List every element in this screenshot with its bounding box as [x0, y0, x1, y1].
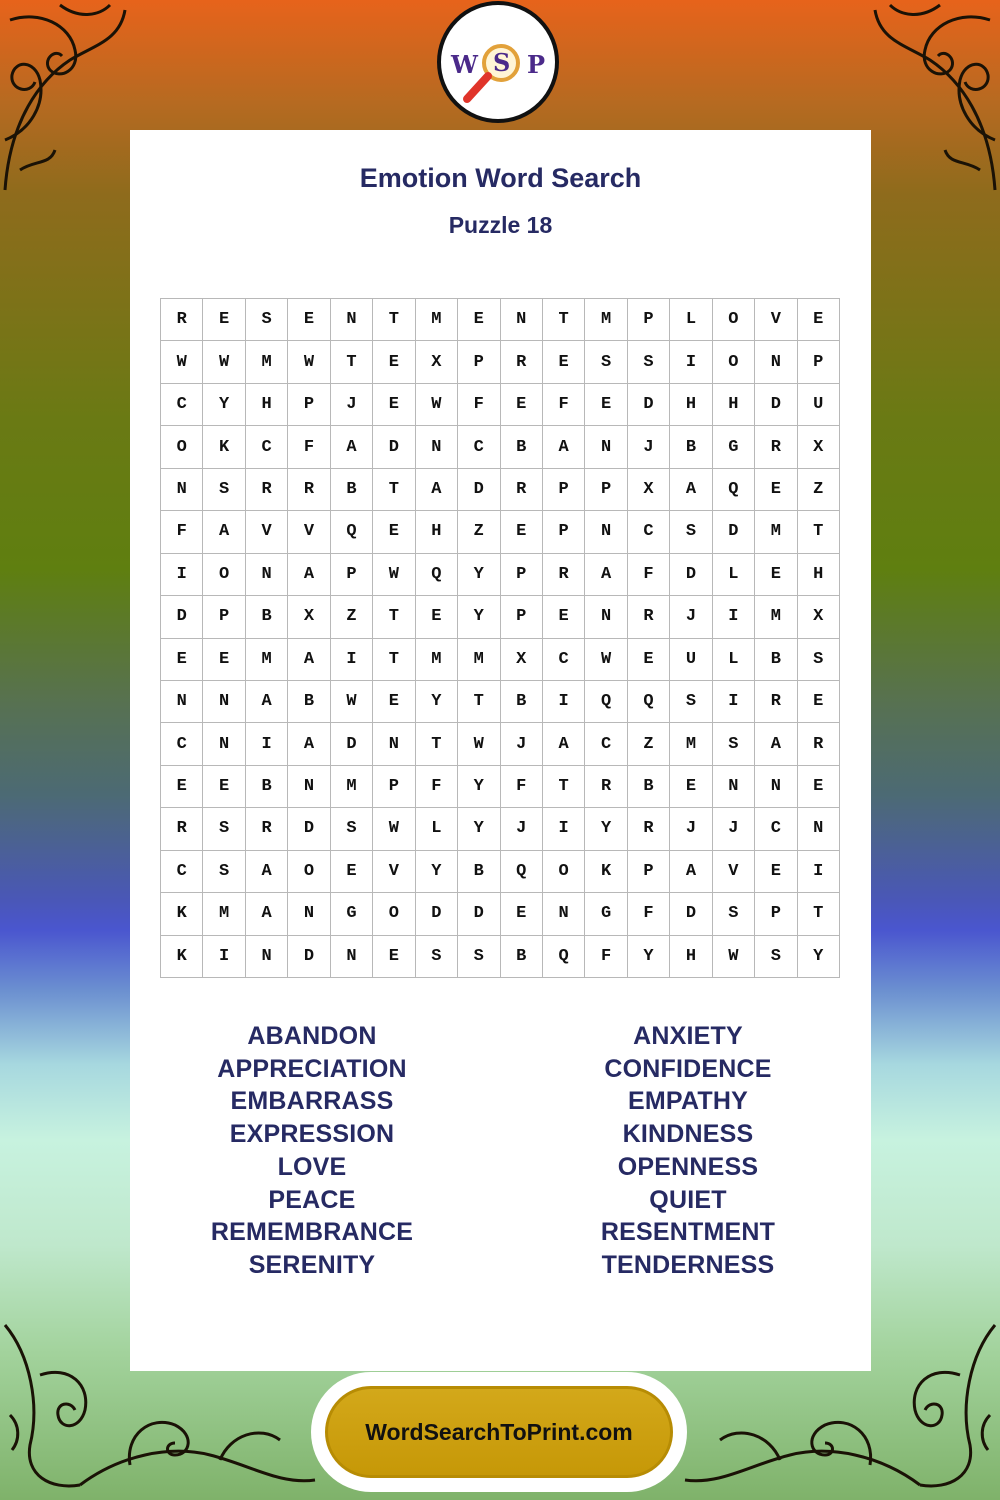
grid-cell[interactable]: X — [416, 341, 458, 383]
grid-cell[interactable]: F — [288, 426, 330, 468]
grid-cell[interactable]: A — [543, 426, 585, 468]
grid-cell[interactable]: C — [161, 384, 203, 426]
grid-cell[interactable]: S — [458, 936, 500, 978]
grid-cell[interactable]: X — [501, 639, 543, 681]
grid-cell[interactable]: W — [585, 639, 627, 681]
grid-cell[interactable]: M — [670, 723, 712, 765]
grid-cell[interactable]: E — [458, 299, 500, 341]
grid-cell[interactable]: O — [203, 554, 245, 596]
grid-cell[interactable]: V — [755, 299, 797, 341]
grid-cell[interactable]: I — [246, 723, 288, 765]
grid-cell[interactable]: N — [331, 936, 373, 978]
grid-cell[interactable]: V — [373, 851, 415, 893]
grid-cell[interactable]: A — [331, 426, 373, 468]
word-list-item: RESENTMENT — [600, 1218, 776, 1247]
grid-cell[interactable]: P — [628, 851, 670, 893]
grid-cell[interactable]: P — [288, 384, 330, 426]
grid-cell[interactable]: P — [203, 596, 245, 638]
grid-cell[interactable]: E — [670, 766, 712, 808]
grid-cell[interactable]: X — [798, 596, 840, 638]
grid-cell[interactable]: Y — [458, 808, 500, 850]
word-list-item: LOVE — [277, 1152, 347, 1181]
grid-cell[interactable]: E — [501, 893, 543, 935]
grid-cell[interactable]: T — [373, 469, 415, 511]
grid-cell[interactable]: Q — [585, 681, 627, 723]
grid-cell[interactable]: N — [585, 596, 627, 638]
grid-cell[interactable]: E — [203, 639, 245, 681]
grid-cell[interactable]: H — [713, 384, 755, 426]
grid-cell[interactable]: W — [373, 554, 415, 596]
grid-cell[interactable]: N — [288, 893, 330, 935]
grid-cell[interactable]: Q — [543, 936, 585, 978]
grid-cell[interactable]: R — [501, 341, 543, 383]
grid-cell[interactable]: W — [331, 681, 373, 723]
grid-cell[interactable]: D — [670, 893, 712, 935]
grid-cell[interactable]: V — [246, 511, 288, 553]
grid-cell[interactable]: R — [246, 808, 288, 850]
grid-cell[interactable]: F — [416, 766, 458, 808]
grid-cell[interactable]: J — [713, 808, 755, 850]
grid-cell[interactable]: B — [246, 766, 288, 808]
grid-cell[interactable]: A — [416, 469, 458, 511]
word-list-item: OPENNESS — [617, 1152, 759, 1181]
word-list-left — [112, 1020, 512, 1282]
grid-cell[interactable]: N — [755, 766, 797, 808]
grid-cell[interactable]: C — [161, 723, 203, 765]
grid-cell[interactable]: G — [331, 893, 373, 935]
grid-cell[interactable]: L — [713, 639, 755, 681]
grid-cell[interactable]: V — [713, 851, 755, 893]
grid-cell[interactable]: L — [713, 554, 755, 596]
grid-cell[interactable]: C — [755, 808, 797, 850]
grid-cell[interactable]: J — [501, 808, 543, 850]
grid-cell[interactable]: H — [246, 384, 288, 426]
grid-cell[interactable]: S — [203, 808, 245, 850]
grid-cell[interactable]: E — [331, 851, 373, 893]
grid-cell[interactable]: E — [798, 681, 840, 723]
grid-cell[interactable]: R — [501, 469, 543, 511]
grid-cell[interactable]: N — [543, 893, 585, 935]
grid-cell[interactable]: X — [798, 426, 840, 468]
word-list-item: TENDERNESS — [601, 1250, 775, 1279]
grid-cell[interactable]: Y — [585, 808, 627, 850]
grid-cell[interactable]: O — [288, 851, 330, 893]
grid-cell[interactable]: E — [755, 554, 797, 596]
grid-cell[interactable]: P — [501, 596, 543, 638]
grid-cell[interactable]: N — [373, 723, 415, 765]
grid-cell[interactable]: E — [755, 469, 797, 511]
grid-cell[interactable]: R — [543, 554, 585, 596]
grid-cell[interactable]: D — [458, 893, 500, 935]
grid-cell[interactable]: E — [798, 766, 840, 808]
grid-cell[interactable]: N — [331, 299, 373, 341]
grid-cell[interactable]: P — [501, 554, 543, 596]
grid-cell[interactable]: V — [288, 511, 330, 553]
grid-cell[interactable]: I — [713, 596, 755, 638]
grid-cell[interactable]: O — [161, 426, 203, 468]
grid-cell[interactable]: D — [161, 596, 203, 638]
grid-cell[interactable]: T — [373, 639, 415, 681]
grid-cell[interactable]: A — [246, 893, 288, 935]
word-list-item: ABANDON — [247, 1022, 377, 1050]
logo-letter-s: S — [493, 48, 511, 77]
grid-cell[interactable]: N — [713, 766, 755, 808]
grid-cell[interactable]: B — [628, 766, 670, 808]
grid-cell[interactable]: E — [373, 681, 415, 723]
grid-cell[interactable]: P — [755, 893, 797, 935]
grid-cell[interactable]: W — [288, 341, 330, 383]
grid-cell[interactable]: E — [288, 299, 330, 341]
grid-cell[interactable]: H — [416, 511, 458, 553]
grid-cell[interactable]: N — [288, 766, 330, 808]
grid-cell[interactable]: B — [501, 936, 543, 978]
grid-cell[interactable]: P — [585, 469, 627, 511]
grid-cell[interactable]: N — [798, 808, 840, 850]
grid-cell[interactable]: N — [161, 681, 203, 723]
grid-cell[interactable]: I — [713, 681, 755, 723]
grid-cell[interactable]: P — [543, 469, 585, 511]
grid-cell[interactable]: A — [585, 554, 627, 596]
grid-cell[interactable]: M — [203, 893, 245, 935]
grid-cell[interactable]: Z — [798, 469, 840, 511]
grid-cell[interactable]: E — [161, 639, 203, 681]
grid-cell[interactable]: T — [798, 893, 840, 935]
grid-cell[interactable]: I — [203, 936, 245, 978]
grid-cell[interactable]: Y — [416, 851, 458, 893]
word-list-item: EXPRESSION — [229, 1120, 395, 1149]
grid-cell[interactable]: Z — [331, 596, 373, 638]
grid-cell[interactable]: S — [670, 681, 712, 723]
grid-cell[interactable]: W — [203, 341, 245, 383]
grid-cell[interactable]: E — [755, 851, 797, 893]
grid-cell[interactable]: R — [288, 469, 330, 511]
grid-cell[interactable]: D — [755, 384, 797, 426]
grid-cell[interactable]: J — [331, 384, 373, 426]
grid-cell[interactable]: I — [543, 808, 585, 850]
grid-cell[interactable]: E — [416, 596, 458, 638]
grid-cell[interactable]: E — [161, 766, 203, 808]
grid-cell[interactable]: F — [458, 384, 500, 426]
grid-cell[interactable]: N — [161, 469, 203, 511]
grid-cell[interactable]: M — [755, 511, 797, 553]
grid-cell[interactable]: W — [161, 341, 203, 383]
grid-cell[interactable]: O — [713, 341, 755, 383]
grid-cell[interactable]: H — [670, 936, 712, 978]
grid-cell[interactable]: F — [628, 554, 670, 596]
grid-cell[interactable]: Y — [458, 554, 500, 596]
grid-cell[interactable]: D — [288, 936, 330, 978]
grid-cell[interactable]: B — [501, 681, 543, 723]
grid-cell[interactable]: D — [670, 554, 712, 596]
grid-cell[interactable]: A — [543, 723, 585, 765]
grid-cell[interactable]: Y — [628, 936, 670, 978]
grid-cell[interactable]: Z — [628, 723, 670, 765]
grid-cell[interactable]: U — [798, 384, 840, 426]
grid-cell[interactable]: M — [458, 639, 500, 681]
grid-cell[interactable]: M — [585, 299, 627, 341]
grid-cell[interactable]: A — [288, 554, 330, 596]
grid-cell[interactable]: W — [373, 808, 415, 850]
grid-cell[interactable]: F — [161, 511, 203, 553]
grid-cell[interactable]: X — [288, 596, 330, 638]
grid-cell[interactable]: Y — [203, 384, 245, 426]
grid-cell[interactable]: A — [670, 851, 712, 893]
grid-cell[interactable]: N — [585, 426, 627, 468]
grid-cell[interactable]: T — [798, 511, 840, 553]
grid-cell[interactable]: N — [203, 723, 245, 765]
grid-cell[interactable]: B — [288, 681, 330, 723]
grid-cell[interactable]: I — [161, 554, 203, 596]
grid-cell[interactable]: T — [416, 723, 458, 765]
grid-cell[interactable]: P — [543, 511, 585, 553]
grid-cell[interactable]: Q — [713, 469, 755, 511]
grid-cell[interactable]: X — [628, 469, 670, 511]
grid-cell[interactable]: P — [628, 299, 670, 341]
grid-cell[interactable]: A — [203, 511, 245, 553]
grid-cell[interactable]: R — [585, 766, 627, 808]
grid-cell[interactable]: C — [628, 511, 670, 553]
grid-cell[interactable]: S — [203, 851, 245, 893]
grid-cell[interactable]: H — [798, 554, 840, 596]
grid-cell[interactable]: R — [628, 808, 670, 850]
grid-cell[interactable]: S — [416, 936, 458, 978]
grid-cell[interactable]: R — [246, 469, 288, 511]
grid-cell[interactable]: T — [543, 299, 585, 341]
grid-cell[interactable]: D — [628, 384, 670, 426]
word-list-right — [488, 1020, 888, 1282]
corner-flourish-top-right — [870, 0, 1000, 195]
logo-letter-p: P — [527, 50, 546, 79]
grid-cell[interactable]: Z — [458, 511, 500, 553]
grid-cell[interactable]: K — [203, 426, 245, 468]
grid-cell[interactable]: S — [585, 341, 627, 383]
grid-cell[interactable]: K — [161, 893, 203, 935]
grid-cell[interactable]: I — [670, 341, 712, 383]
grid-cell[interactable]: S — [798, 639, 840, 681]
grid-cell[interactable]: S — [713, 893, 755, 935]
word-list-item: EMBARRASS — [230, 1087, 394, 1116]
grid-cell[interactable]: R — [161, 299, 203, 341]
grid-cell[interactable]: J — [628, 426, 670, 468]
grid-cell[interactable]: Q — [628, 681, 670, 723]
grid-cell[interactable]: R — [755, 681, 797, 723]
grid-cell[interactable]: H — [670, 384, 712, 426]
grid-cell[interactable]: Y — [416, 681, 458, 723]
grid-cell[interactable]: S — [331, 808, 373, 850]
grid-cell[interactable]: N — [755, 341, 797, 383]
puzzle-number: Puzzle 18 — [448, 212, 553, 238]
grid-cell[interactable]: E — [373, 936, 415, 978]
grid-cell[interactable]: O — [713, 299, 755, 341]
grid-cell[interactable]: E — [203, 766, 245, 808]
grid-cell[interactable]: D — [288, 808, 330, 850]
site-link-button[interactable] — [311, 1372, 687, 1492]
grid-cell[interactable]: M — [246, 639, 288, 681]
letter-grid — [160, 298, 840, 978]
word-list-item: EMPATHY — [628, 1087, 748, 1116]
word-list-item: PEACE — [268, 1185, 356, 1214]
grid-cell[interactable]: F — [501, 766, 543, 808]
grid-cell[interactable]: A — [246, 681, 288, 723]
grid-cell[interactable]: S — [755, 936, 797, 978]
grid-cell[interactable]: P — [458, 341, 500, 383]
grid-cell[interactable]: O — [373, 893, 415, 935]
grid-cell[interactable]: U — [670, 639, 712, 681]
grid-cell[interactable]: W — [416, 384, 458, 426]
grid-cell[interactable]: M — [416, 299, 458, 341]
word-list-item: REMEMBRANCE — [210, 1218, 414, 1247]
grid-cell[interactable]: J — [670, 808, 712, 850]
grid-cell[interactable]: F — [628, 893, 670, 935]
grid-cell[interactable]: E — [501, 384, 543, 426]
grid-cell[interactable]: E — [203, 299, 245, 341]
grid-cell[interactable]: E — [585, 384, 627, 426]
grid-cell[interactable]: C — [585, 723, 627, 765]
grid-cell[interactable]: E — [628, 639, 670, 681]
grid-cell[interactable]: T — [331, 341, 373, 383]
grid-cell[interactable]: A — [288, 723, 330, 765]
grid-cell[interactable]: A — [755, 723, 797, 765]
grid-cell[interactable]: D — [373, 426, 415, 468]
grid-cell[interactable]: S — [203, 469, 245, 511]
logo-letter-w: W — [451, 50, 478, 79]
grid-cell[interactable]: S — [670, 511, 712, 553]
page-title: Emotion Word Search — [359, 163, 642, 193]
grid-cell[interactable]: N — [203, 681, 245, 723]
grid-cell[interactable]: A — [670, 469, 712, 511]
grid-cell[interactable]: E — [373, 341, 415, 383]
grid-cell[interactable]: M — [416, 639, 458, 681]
grid-cell[interactable]: W — [458, 723, 500, 765]
word-list-item: APPRECIATION — [217, 1054, 407, 1083]
grid-cell[interactable]: P — [798, 341, 840, 383]
grid-cell[interactable]: R — [755, 426, 797, 468]
word-list-item: QUIET — [649, 1185, 727, 1214]
word-list-item: KINDNESS — [622, 1120, 754, 1149]
grid-cell[interactable]: N — [416, 426, 458, 468]
grid-cell[interactable]: D — [331, 723, 373, 765]
grid-cell[interactable]: A — [246, 851, 288, 893]
grid-cell[interactable]: M — [331, 766, 373, 808]
grid-cell[interactable]: M — [755, 596, 797, 638]
grid-cell[interactable]: Y — [458, 596, 500, 638]
grid-cell[interactable]: R — [628, 596, 670, 638]
grid-cell[interactable]: B — [501, 426, 543, 468]
grid-cell[interactable]: K — [161, 936, 203, 978]
grid-cell[interactable]: W — [713, 936, 755, 978]
grid-cell[interactable]: C — [161, 851, 203, 893]
site-logo[interactable] — [437, 1, 559, 123]
grid-cell[interactable]: B — [458, 851, 500, 893]
word-list-item: SERENITY — [248, 1250, 376, 1279]
grid-cell[interactable]: N — [246, 554, 288, 596]
grid-cell[interactable]: C — [458, 426, 500, 468]
site-link-text: WordSearchToPrint.com — [365, 1418, 633, 1445]
grid-cell[interactable]: B — [246, 596, 288, 638]
grid-cell[interactable]: L — [670, 299, 712, 341]
grid-cell[interactable]: P — [373, 766, 415, 808]
grid-cell[interactable]: B — [755, 639, 797, 681]
grid-cell[interactable]: O — [543, 851, 585, 893]
grid-cell[interactable]: S — [713, 723, 755, 765]
grid-cell[interactable]: Q — [331, 511, 373, 553]
grid-cell[interactable]: J — [501, 723, 543, 765]
grid-cell[interactable]: N — [246, 936, 288, 978]
grid-cell[interactable]: E — [501, 511, 543, 553]
grid-cell[interactable]: R — [161, 808, 203, 850]
grid-cell[interactable]: J — [670, 596, 712, 638]
grid-cell[interactable]: S — [628, 341, 670, 383]
grid-cell[interactable]: E — [373, 384, 415, 426]
grid-cell[interactable]: B — [331, 469, 373, 511]
grid-cell[interactable]: C — [543, 639, 585, 681]
grid-cell[interactable]: I — [798, 851, 840, 893]
grid-cell[interactable]: G — [713, 426, 755, 468]
grid-cell[interactable]: E — [543, 341, 585, 383]
grid-cell[interactable]: G — [585, 893, 627, 935]
grid-cell[interactable]: E — [543, 596, 585, 638]
grid-cell[interactable]: C — [246, 426, 288, 468]
word-list-item: ANXIETY — [633, 1022, 743, 1050]
grid-cell[interactable]: Q — [501, 851, 543, 893]
grid-cell[interactable]: D — [458, 469, 500, 511]
grid-cell[interactable]: N — [585, 511, 627, 553]
grid-cell[interactable]: K — [585, 851, 627, 893]
word-list-item: CONFIDENCE — [604, 1054, 772, 1083]
corner-flourish-top-left — [0, 0, 130, 195]
grid-cell[interactable]: S — [246, 299, 288, 341]
grid-cell[interactable]: M — [246, 341, 288, 383]
grid-cell[interactable]: T — [458, 681, 500, 723]
grid-cell[interactable]: E — [798, 299, 840, 341]
grid-cell[interactable]: D — [713, 511, 755, 553]
grid-cell[interactable]: T — [373, 596, 415, 638]
grid-cell[interactable]: R — [798, 723, 840, 765]
grid-cell[interactable]: Q — [416, 554, 458, 596]
site-link-pill[interactable] — [325, 1386, 673, 1478]
grid-cell[interactable]: A — [288, 639, 330, 681]
grid-cell[interactable]: I — [543, 681, 585, 723]
grid-cell[interactable]: T — [543, 766, 585, 808]
grid-cell[interactable]: E — [373, 511, 415, 553]
grid-cell[interactable]: D — [416, 893, 458, 935]
grid-cell[interactable]: Y — [458, 766, 500, 808]
grid-cell[interactable]: I — [331, 639, 373, 681]
grid-cell[interactable]: Y — [798, 936, 840, 978]
grid-cell[interactable]: B — [670, 426, 712, 468]
grid-cell[interactable]: F — [585, 936, 627, 978]
grid-cell[interactable]: F — [543, 384, 585, 426]
grid-cell[interactable]: N — [501, 299, 543, 341]
grid-cell[interactable]: P — [331, 554, 373, 596]
grid-cell[interactable]: L — [416, 808, 458, 850]
grid-cell[interactable]: T — [373, 299, 415, 341]
